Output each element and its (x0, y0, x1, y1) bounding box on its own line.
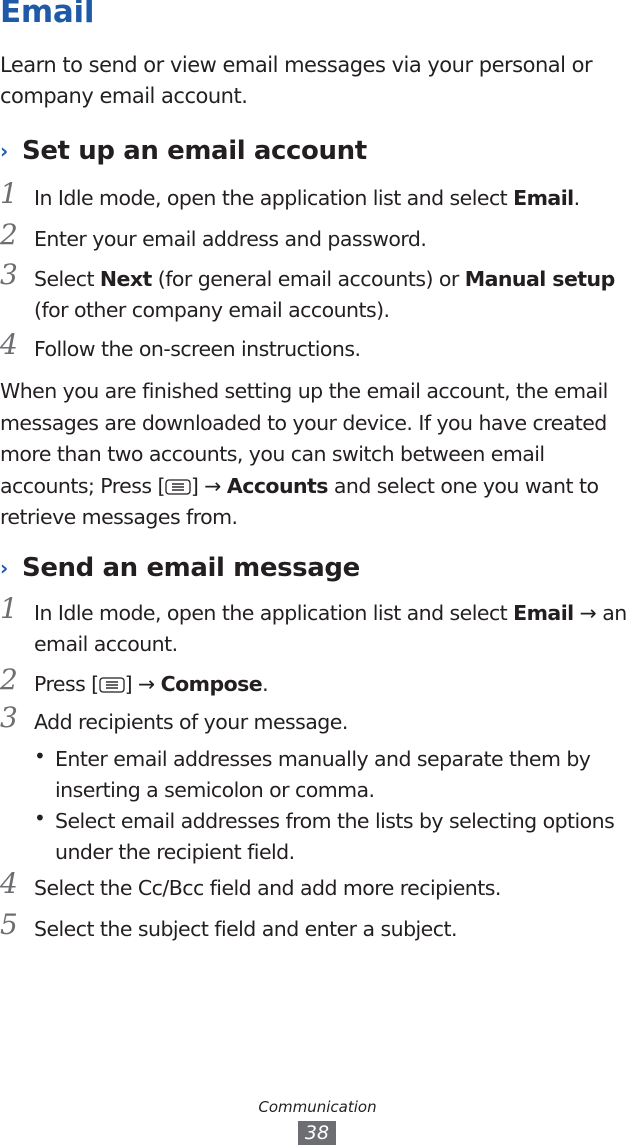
step-text: In Idle mode, open the application list and select Email → an email account. (34, 601, 627, 656)
step-number: 5 (0, 908, 18, 941)
step-number: 4 (0, 328, 18, 361)
menu-key-icon (99, 677, 125, 693)
step-number: 3 (0, 258, 18, 291)
step-text: Follow the on-screen instructions. (34, 337, 361, 361)
step-text: In Idle mode, open the application list and select Email. (34, 186, 580, 210)
footer-section-label: Communication (258, 1098, 377, 1116)
bullet-dot: • (34, 806, 46, 830)
ui-term-manual-setup: Manual setup (464, 267, 615, 291)
accounts-note: When you are finished setting up the email account, the email messages are downloaded to your device. If you have created more than two accounts, you can switch between email accounts; Press [ ] → Accounts and select one you want to retrieve messages from. (0, 379, 608, 529)
ui-term-email: Email (513, 186, 574, 210)
step-number: 3 (0, 701, 18, 734)
section-heading-setup-label: Set up an email account (22, 136, 367, 166)
bullet-text: Select email addresses from the lists by selecting options under the recipient field. (55, 809, 615, 864)
step-number: 4 (0, 867, 18, 900)
step-text: Select the subject field and enter a subject. (34, 917, 457, 941)
chevron-right-icon: › (0, 139, 8, 163)
step-number: 2 (0, 218, 18, 251)
step-number: 2 (0, 663, 18, 696)
step-number: 1 (0, 177, 18, 210)
bullet-text: Enter email addresses manually and separate them by inserting a semicolon or comma. (55, 747, 591, 802)
section-heading-setup (0, 136, 367, 166)
ui-term-email: Email (513, 601, 574, 625)
ui-term-accounts: Accounts (226, 473, 328, 498)
step-text: Enter your email address and password. (34, 227, 427, 251)
section-heading-send (0, 553, 360, 583)
menu-key-icon (165, 479, 191, 495)
chevron-right-icon: › (0, 556, 8, 580)
step-text: Add recipients of your message. (34, 710, 348, 734)
intro-text: Learn to send or view email messages via your personal or company email account. (0, 53, 593, 108)
step-number: 1 (0, 592, 18, 625)
page-title: Email (0, 0, 95, 30)
ui-term-next: Next (99, 267, 152, 291)
step-text: Select the Cc/Bcc field and add more recipients. (34, 876, 501, 900)
ui-term-compose: Compose (160, 672, 263, 696)
section-heading-send-label: Send an email message (22, 553, 360, 583)
bullet-dot: • (34, 744, 46, 768)
page-number-badge: 38 (298, 1121, 336, 1145)
step-text: Press [ ] → Compose. (34, 672, 269, 696)
step-text: Select Next (for general email accounts) or Manual setup (for other company email accounts). (34, 267, 615, 322)
